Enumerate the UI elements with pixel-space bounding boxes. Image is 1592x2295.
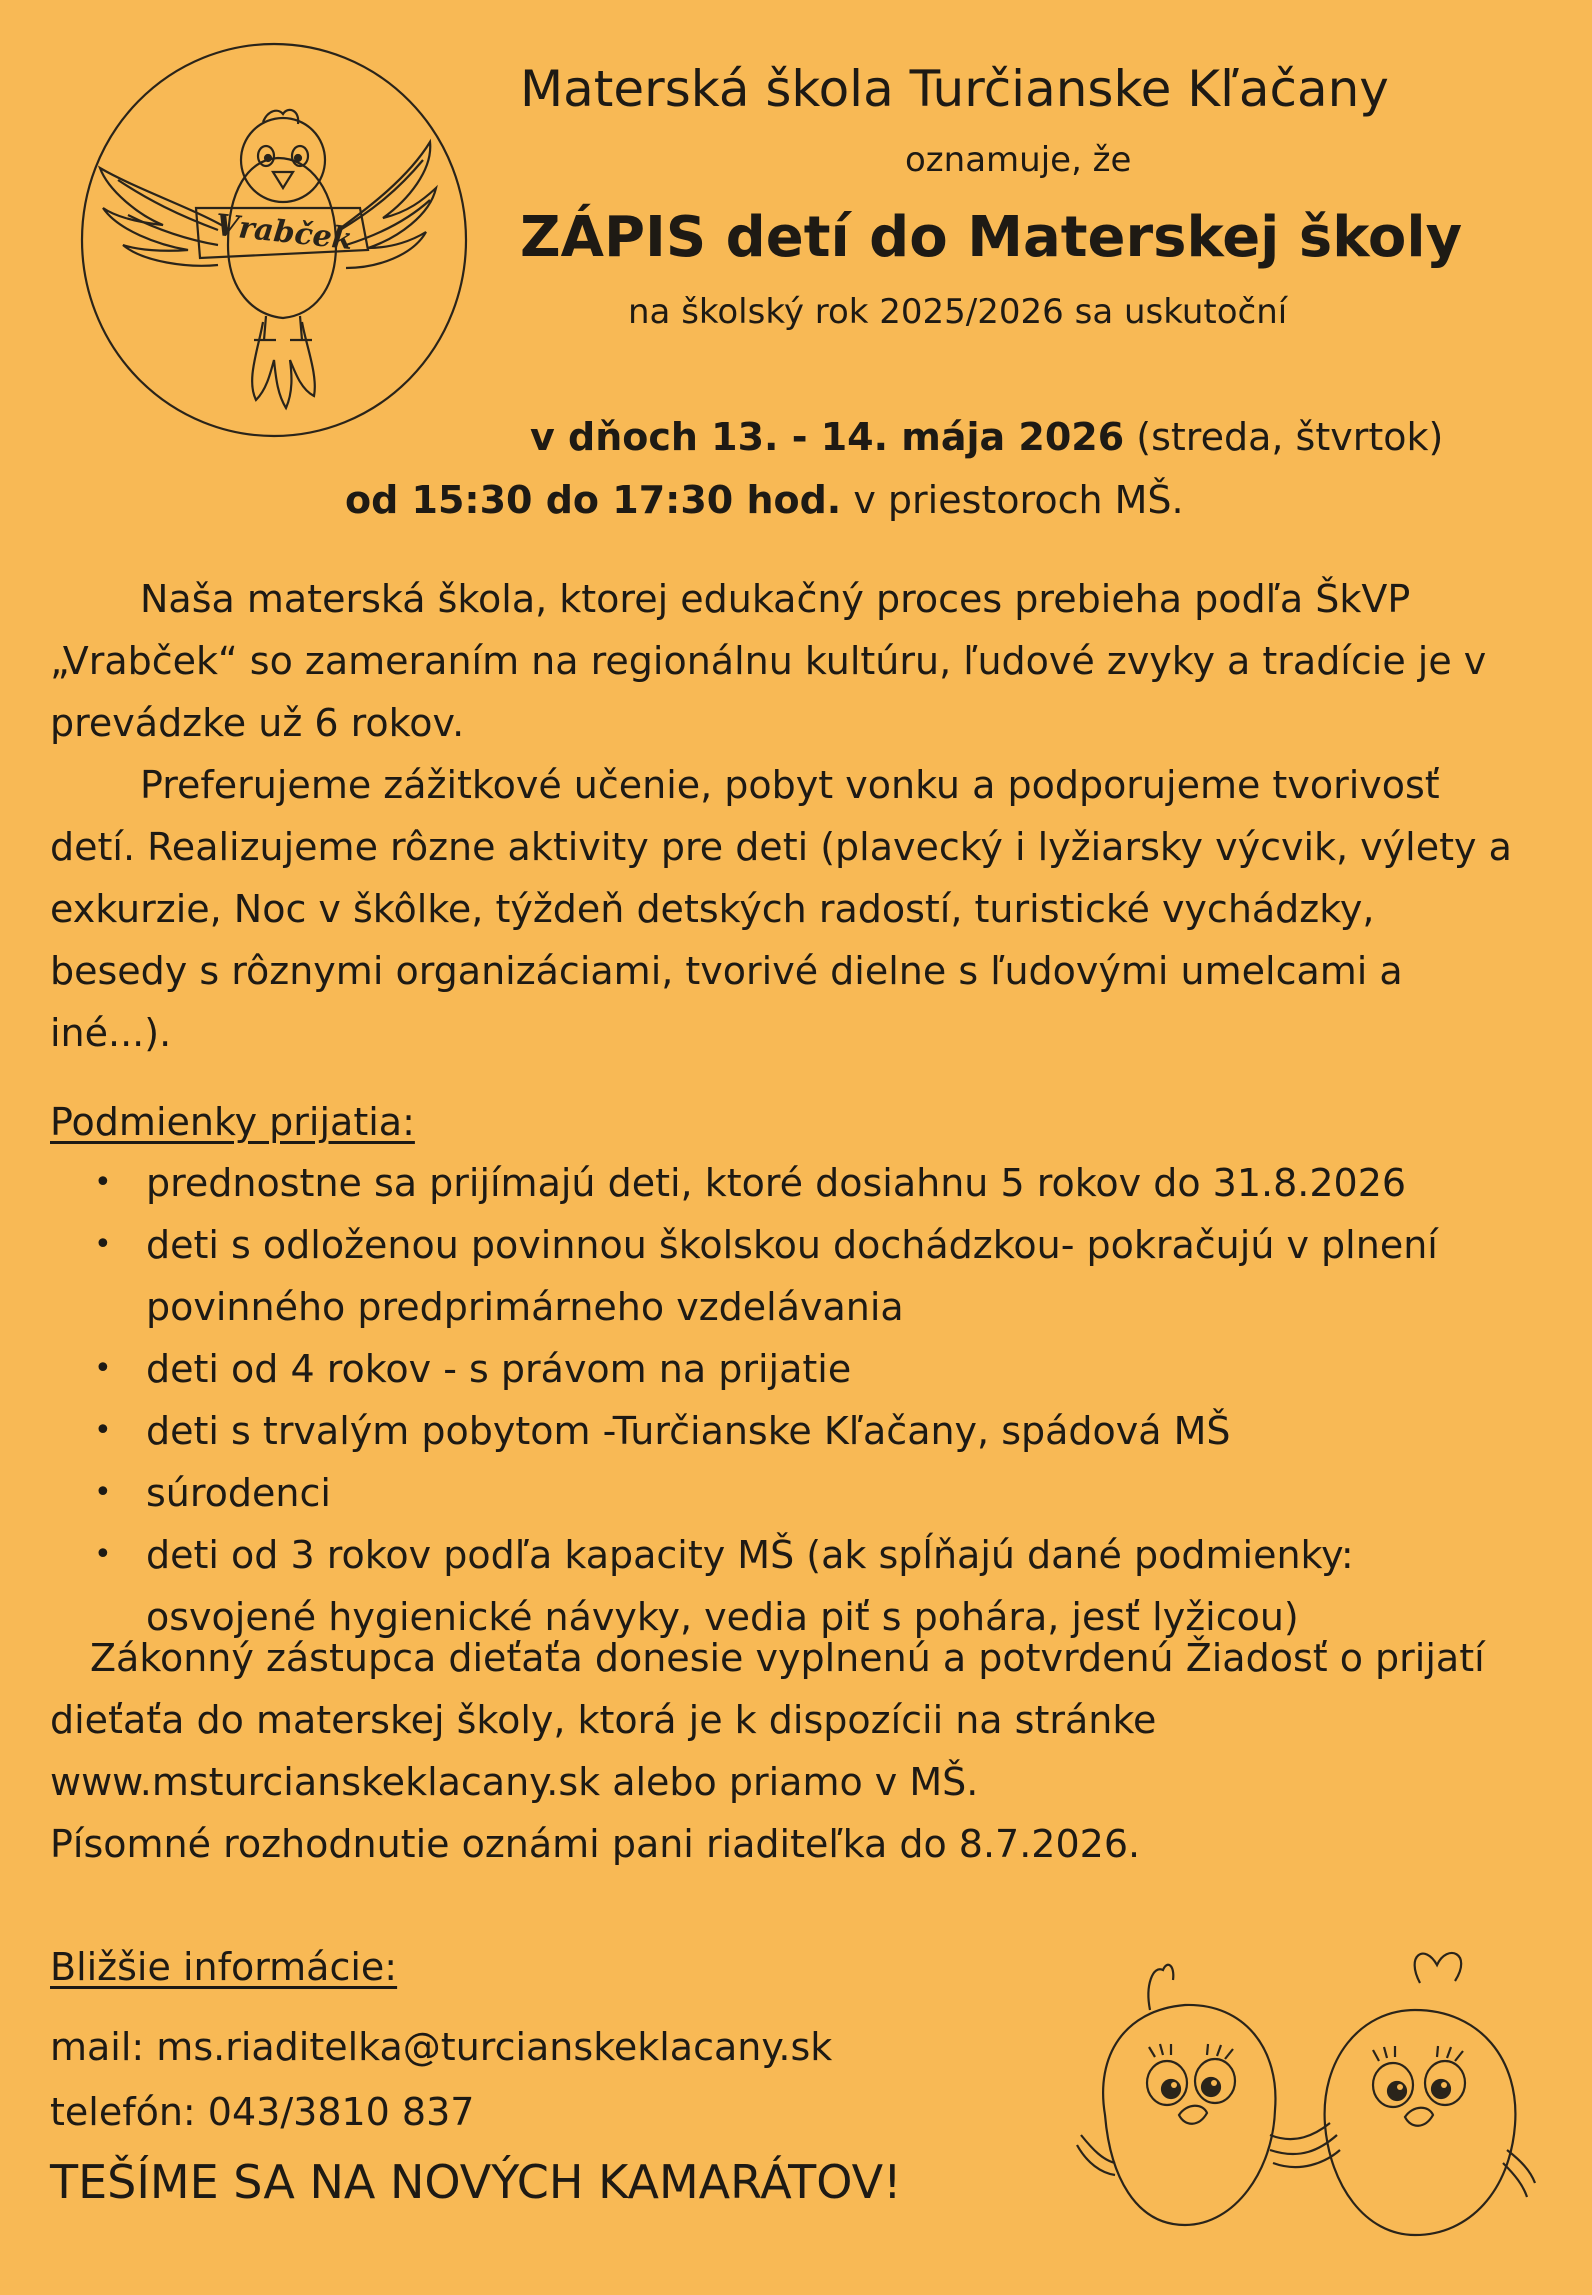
chicks-illustration: [1075, 1935, 1540, 2255]
list-item: • prednostne sa prijímajú deti, ktoré dosiahnu 5 rokov do 31.8.2026: [50, 1152, 1530, 1214]
contact-mail: mail: ms.riaditelka@turcianskeklacany.sk: [50, 2025, 833, 2069]
school-year: na školský rok 2025/2026 sa uskutoční: [628, 292, 1288, 332]
sparrow-tail: [252, 322, 315, 408]
list-item: • súrodenci: [50, 1462, 1530, 1524]
enrollment-dates: [530, 415, 1443, 459]
logo-banner-text: Vrabček: [213, 207, 355, 258]
application-paragraph: Zákonný zástupca dieťaťa donesie vyplnenú a potvrdenú Žiadosť o prijatí dieťaťa do materskej školy, ktorá je k dispozícii na stránke www.msturcianskeklacany.sk alebo priamo v MŠ. Písomné rozhodnutie oznámi pani riaditeľka do 8.7.2026.: [50, 1636, 1485, 1866]
conditions-list: [50, 1152, 1530, 1648]
enrollment-time-place: [345, 478, 1184, 522]
enrollment-weekdays: (streda, štvrtok): [1136, 415, 1444, 459]
school-logo: [78, 40, 470, 440]
announces-text: oznamuje, že: [905, 140, 1132, 180]
contact-phone: telefón: 043/3810 837: [50, 2090, 475, 2134]
school-name: Materská škola Turčianske Kľačany: [520, 60, 1389, 118]
list-item: • deti s odloženou povinnou školskou dochádzkou- pokračujú v plnení povinného predprimárneho vzdelávania: [50, 1214, 1530, 1338]
closing-slogan: TEŠÍME SA NA NOVÝCH KAMARÁTOV!: [50, 2155, 902, 2209]
intro-paragraph-2: Preferujeme zážitkové učenie, pobyt vonku a podporujeme tvorivosť detí. Realizujeme rôzne aktivity pre deti (plavecký i lyžiarsky výcvik, výlety a exkurzie, Noc v škôlke, týždeň detských radostí, turistické vychádzky, besedy s rôznymi organizáciami, tvorivé dielne s ľudovými umelcami a iné...).: [50, 763, 1512, 1055]
list-item: • deti od 4 rokov - s právom na prijatie: [50, 1338, 1530, 1400]
intro-paragraph-1: Naša materská škola, ktorej edukačný proces prebieha podľa ŠkVP „Vrabček“ so zameraním na regionálnu kultúru, ľudové zvyky a tradície je v prevádzke už 6 rokov.: [50, 577, 1487, 745]
sparrow-left-wing: [100, 168, 230, 266]
page-title: ZÁPIS detí do Materskej školy: [520, 205, 1463, 270]
left-chick-icon: [1077, 1965, 1340, 2225]
contact-title: Bližšie informácie:: [50, 1945, 398, 1989]
conditions-title: Podmienky prijatia:: [50, 1100, 415, 1144]
enrollment-days: v dňoch 13. - 14. mája 2026: [530, 415, 1125, 459]
enrollment-time: od 15:30 do 17:30 hod.: [345, 478, 842, 522]
decision-text: Písomné rozhodnutie oznámi pani riaditeľka do 8.7.2026.: [50, 1822, 1141, 1866]
list-item: • deti od 3 rokov podľa kapacity MŠ (ak spĺňajú dané podmienky: osvojené hygienické návyky, vedia piť s pohára, jesť lyžicou): [50, 1524, 1530, 1648]
list-item: • deti s trvalým pobytom -Turčianske Kľačany, spádová MŠ: [50, 1400, 1530, 1462]
enrollment-place: v priestoroch MŠ.: [853, 478, 1184, 522]
right-chick-icon: [1325, 1953, 1535, 2235]
